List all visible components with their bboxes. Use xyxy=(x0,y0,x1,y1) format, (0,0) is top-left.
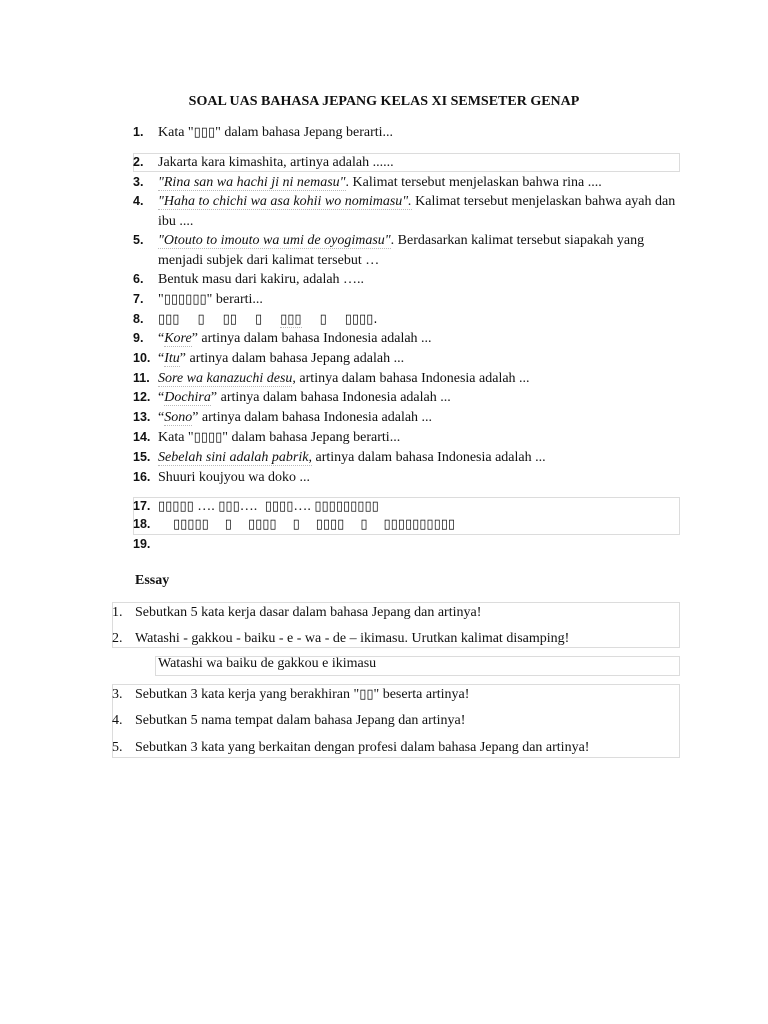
quote-mark: “ xyxy=(158,390,165,405)
question-text: Jakarta kara kimashita, artinya adalah ...... xyxy=(158,155,394,170)
question-item xyxy=(133,123,678,143)
question-text: " berarti... xyxy=(206,292,263,307)
question-item xyxy=(133,231,678,270)
question-text: ” artinya dalam bahasa Indonesia adalah ... xyxy=(191,331,432,346)
question-text: Kata " xyxy=(158,125,194,140)
quote-mark: “ xyxy=(158,410,165,425)
question-text: . Berdasarkan kalimat tersebut siapakah yang menjadi subjek dari kalimat tersebut … xyxy=(158,233,645,268)
essay-text: Sebutkan 5 nama tempat dalam bahasa Jepang dan artinya! xyxy=(135,713,466,728)
essay-answer-line: Watashi wa baiku de gakkou e ikimasu xyxy=(158,656,377,671)
question-text: Bentuk masu dari kakiru, adalah ….. xyxy=(158,272,365,287)
blank-dots: …. xyxy=(293,499,315,514)
question-item xyxy=(133,468,678,488)
question-number: 2. xyxy=(133,155,144,169)
essay-number: 2. xyxy=(112,631,123,646)
question-text: Shuuri koujyou wa doko ... xyxy=(158,470,311,485)
question-number: 7. xyxy=(133,292,144,306)
question-text: artinya dalam bahasa Indonesia adalah ... xyxy=(312,450,546,465)
japanese-word: ▯▯▯ xyxy=(158,312,180,327)
japanese-word: ▯▯▯▯▯▯▯▯▯▯ xyxy=(383,517,456,532)
italic-sentence: "Rina san wa hachi ji ni nemasu" xyxy=(158,175,346,190)
question-text: " xyxy=(158,292,164,307)
question-number: 14. xyxy=(133,430,151,444)
question-number: 4. xyxy=(133,194,144,208)
question-item xyxy=(133,388,678,408)
italic-sentence: Sore wa kanazuchi desu xyxy=(158,371,293,386)
essay-text: Watashi - gakkou - baiku - e - wa - de – ikimasu. Urutkan kalimat disamping! xyxy=(135,631,570,646)
japanese-word: ▯▯ xyxy=(222,312,237,327)
question-number: 19. xyxy=(133,537,151,551)
japanese-particle: ▯ xyxy=(292,517,300,532)
question-text: " dalam bahasa Jepang berarti... xyxy=(215,125,394,140)
question-item xyxy=(133,369,678,389)
japanese-particle: ▯ xyxy=(254,312,263,327)
question-text: Kalimat tersebut menjelaskan bahwa ayah dan ibu .... xyxy=(158,194,676,229)
japanese-word: ▯▯▯▯ xyxy=(344,312,374,327)
question-item xyxy=(133,290,678,310)
essay-number: 4. xyxy=(112,713,123,728)
sentence-end: . xyxy=(373,312,378,327)
question-number: 18. xyxy=(133,517,151,531)
blank-dots: …. xyxy=(239,499,261,514)
question-number: 17. xyxy=(133,499,151,513)
question-number: 16. xyxy=(133,470,151,484)
italic-sentence: "Haha to chichi wa asa kohii wo nomimasu". xyxy=(158,194,412,209)
japanese-particle: ▯ xyxy=(197,312,205,327)
italic-word: Kore xyxy=(164,331,192,346)
question-number: 12. xyxy=(133,390,151,404)
question-number: 13. xyxy=(133,410,151,424)
essay-number: 3. xyxy=(112,687,123,702)
essay-item xyxy=(112,629,678,648)
question-number: 10. xyxy=(133,351,151,365)
japanese-word: ▯▯▯▯ xyxy=(247,517,277,532)
question-item xyxy=(133,173,678,193)
question-text: ” artinya dalam bahasa Indonesia adalah ... xyxy=(192,410,433,425)
page-title: SOAL UAS BAHASA JEPANG KELAS XI SEMSETER GENAP xyxy=(188,94,580,109)
question-text: Kata " xyxy=(158,430,194,445)
japanese-text: ▯▯▯ xyxy=(218,499,240,514)
japanese-text: ▯▯▯ xyxy=(193,125,216,140)
question-number: 11. xyxy=(133,371,150,385)
essay-text: Sebutkan 3 kata kerja yang berakhiran " xyxy=(135,687,360,702)
japanese-word: ▯▯▯ xyxy=(280,312,302,327)
question-item xyxy=(133,448,678,468)
essay-number: 1. xyxy=(112,605,123,620)
japanese-particle: ▯ xyxy=(319,312,327,327)
quote-mark: “ xyxy=(158,331,165,346)
italic-sentence: Sebelah sini adalah pabrik, xyxy=(158,450,312,465)
question-item xyxy=(133,408,678,428)
quote-mark: “ xyxy=(158,351,165,366)
question-number: 8. xyxy=(133,312,144,326)
essay-text: Sebutkan 5 kata kerja dasar dalam bahasa Jepang dan artinya! xyxy=(135,605,482,620)
japanese-text: ▯▯▯▯ xyxy=(193,430,223,445)
question-item xyxy=(133,270,678,290)
italic-word: Dochira xyxy=(164,390,211,405)
japanese-particle: ▯ xyxy=(360,517,368,532)
question-number: 1. xyxy=(133,125,144,139)
question-item xyxy=(133,497,678,517)
question-text: ” artinya dalam bahasa Indonesia adalah ... xyxy=(210,390,451,405)
italic-word: Itu xyxy=(164,351,180,366)
question-item xyxy=(133,153,678,173)
question-number: 6. xyxy=(133,272,144,286)
question-item xyxy=(133,428,678,448)
question-item xyxy=(133,515,678,535)
question-text: " dalam bahasa Jepang berarti... xyxy=(222,430,401,445)
italic-sentence: "Otouto to imouto wa umi de oyogimasu" xyxy=(158,233,391,248)
japanese-text: ▯▯▯▯▯▯▯▯▯ xyxy=(314,499,379,514)
japanese-text: ▯▯▯▯▯ xyxy=(158,499,194,514)
italic-word: Sono xyxy=(164,410,193,425)
japanese-text: ▯▯ xyxy=(359,687,374,702)
essay-text: Sebutkan 3 kata yang berkaitan dengan profesi dalam bahasa Jepang dan artinya! xyxy=(135,740,590,755)
question-item xyxy=(133,329,678,349)
blank-dots: …. xyxy=(193,499,219,514)
question-number: 9. xyxy=(133,331,144,345)
essay-number: 5. xyxy=(112,740,123,755)
japanese-word: ▯▯▯▯ xyxy=(315,517,345,532)
japanese-particle: ▯ xyxy=(224,517,232,532)
question-item xyxy=(133,192,678,231)
question-text: , artinya dalam bahasa Indonesia adalah ... xyxy=(292,371,530,386)
essay-heading: Essay xyxy=(135,573,170,588)
essay-item xyxy=(112,603,678,622)
question-text: . Kalimat tersebut menjelaskan bahwa rina .... xyxy=(345,175,602,190)
japanese-word: ▯▯▯▯▯ xyxy=(173,517,209,532)
japanese-text: ▯▯▯▯ xyxy=(264,499,294,514)
essay-item xyxy=(112,685,678,704)
question-item xyxy=(133,310,678,330)
question-text: ” artinya dalam bahasa Jepang adalah ... xyxy=(179,351,405,366)
question-item xyxy=(133,349,678,369)
question-number: 15. xyxy=(133,450,151,464)
question-number: 3. xyxy=(133,175,144,189)
essay-item xyxy=(112,738,678,757)
japanese-text: ▯▯▯▯▯▯ xyxy=(163,292,207,307)
essay-item xyxy=(112,711,678,730)
essay-text: " beserta artinya! xyxy=(373,687,470,702)
question-number: 5. xyxy=(133,233,144,247)
